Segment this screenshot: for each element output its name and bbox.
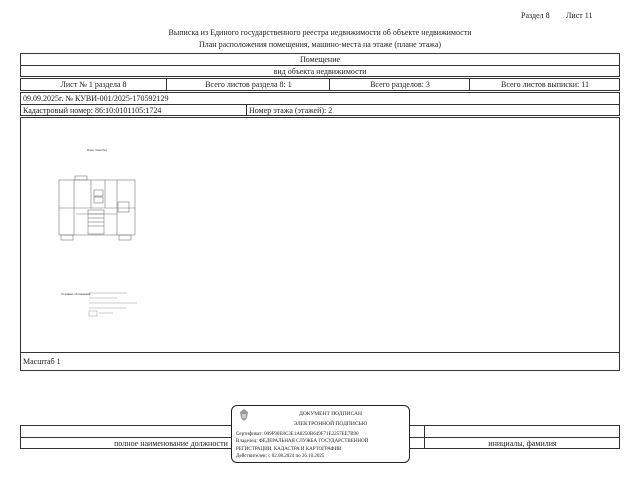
document-subtitle: План расположения помещения, машино-места на этаже (плане этажа) [198, 40, 442, 49]
sections-total: Всего разделов: 3 [370, 80, 430, 89]
electronic-signature-stamp [231, 405, 410, 463]
coat-of-arms-icon [238, 408, 250, 422]
stamp-validity: Действителен: с 02.08.2024 по 26.10.2025 [236, 454, 325, 459]
document-title: Выписка из Единого государственного реестра недвижимости об объекте недвижимости [168, 28, 472, 37]
extract-sheets-total: Всего листов выписки: 11 [501, 80, 589, 89]
record-number: 09.09.2025г. № КУВИ-001/2025-170592129 [23, 94, 169, 103]
floor-number: Номер этажа (этажей): 2 [249, 106, 333, 115]
stamp-owner-line2: РЕГИСТРАЦИИ, КАДАСТРА И КАРТОГРАФИИ [236, 447, 342, 452]
cadastral-number: Кадастровый номер: 86:10:0101105:1724 [23, 106, 162, 115]
object-type-box [20, 53, 620, 77]
legend-title: Условные обозначения: [61, 292, 92, 296]
sheet-label: Лист 11 [566, 11, 593, 20]
object-type-caption: вид объекта недвижимости [273, 67, 367, 76]
sheet-info-row [20, 78, 620, 91]
floor-plan-box [20, 117, 620, 371]
stamp-owner-line1: Владелец: ФЕДЕРАЛЬНАЯ СЛУЖБА ГОСУДАРСТВЕННОЙ [236, 439, 369, 444]
stamp-certificate: Сертификат: 009F90E8C3E1A8250B649F71E2257EE7B90 [236, 432, 359, 437]
plan-caption: План этажа №2 [87, 148, 107, 152]
position-caption: полное наименование должности [114, 439, 228, 448]
stamp-line2: ЭЛЕКТРОННОЙ ПОДПИСЬЮ [293, 421, 368, 427]
scale-label: Масштаб 1 [23, 357, 61, 366]
section-label: Раздел 8 [521, 11, 550, 20]
legend-drawing [87, 290, 157, 318]
floor-plan-drawing [51, 168, 141, 248]
name-caption: инициалы, фамилия [488, 439, 557, 448]
record-box [20, 92, 620, 116]
section-sheets-total: Всего листов раздела 8: 1 [205, 80, 292, 89]
stamp-line1: ДОКУМЕНТ ПОДПИСАН [299, 411, 362, 417]
object-type: Помещение [299, 55, 341, 64]
sheet-number: Лист № 1 раздела 8 [60, 80, 127, 89]
